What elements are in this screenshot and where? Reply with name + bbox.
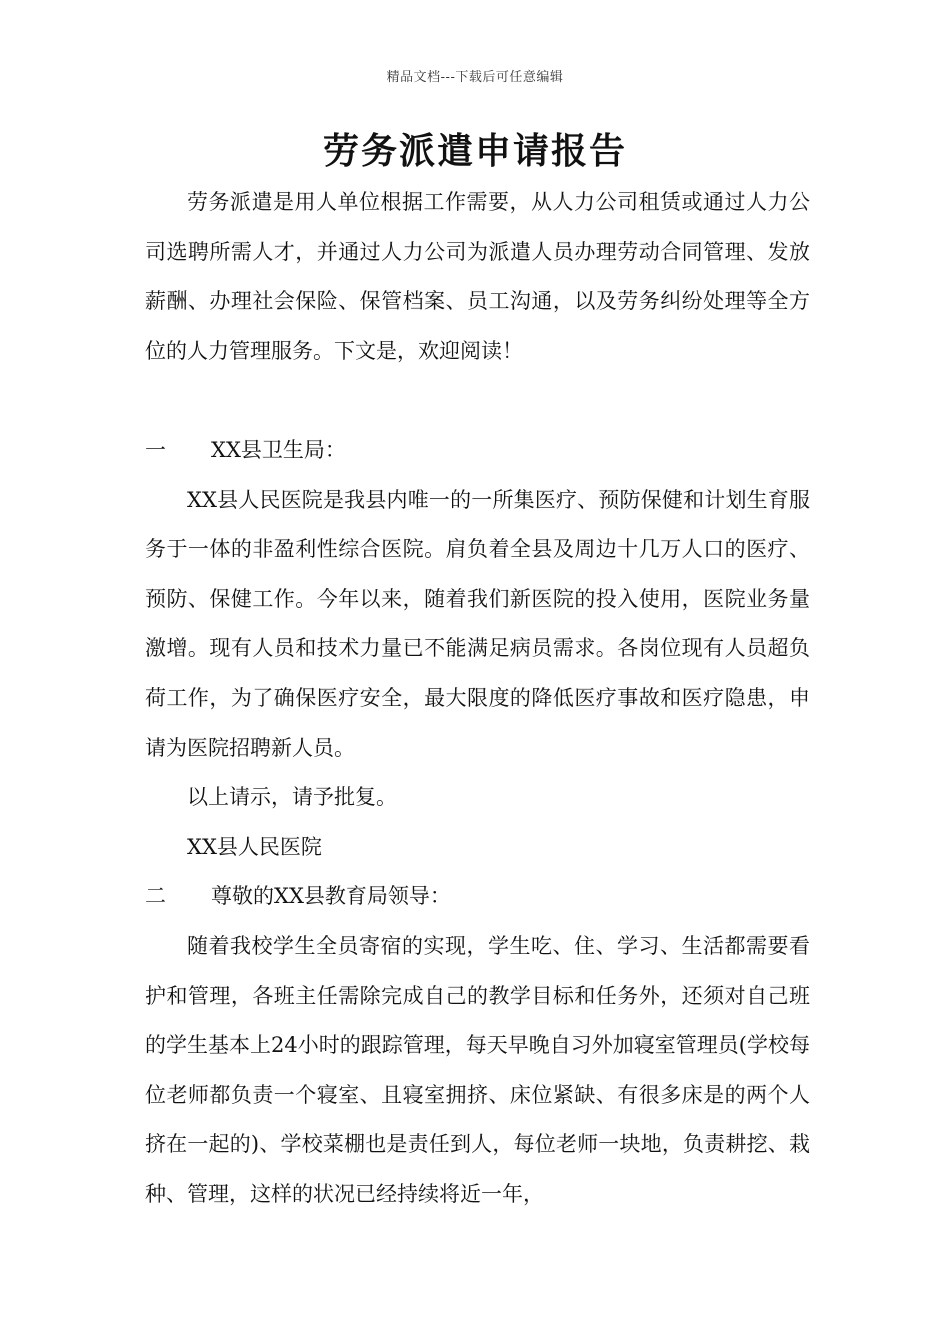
section2-heading bbox=[145, 872, 810, 922]
document-title: 劳务派遣申请报告 bbox=[322, 131, 627, 172]
section1-signature: XX县人民医院 bbox=[187, 834, 322, 859]
header-note: 精品文档---下载后可任意编辑 bbox=[386, 70, 564, 85]
section1-body: XX县人民医院是我县内唯一的一所集医疗、预防保健和计划生育服务于一体的非盈利性综合医院。肩负着全县及周边十几万人口的医疗、预防、保健工作。今年以来，随着我们新医院的投入使用，医院业务量激增。现有人员和技术力量已不能满足病员需求。各岗位现有人员超负荷工作，为了确保医疗安全，最大限度的降低医疗事故和医疗隐患，申请为医院招聘新人员。 bbox=[145, 487, 810, 760]
section1-closing: 以上请示，请予批复。 bbox=[187, 785, 397, 810]
section2-body: 随着我校学生全员寄宿的实现，学生吃、住、学习、生活都需要看护和管理，各班主任需除完成自己的教学目标和任务外，还须对自己班的学生基本上24小时的跟踪管理，每天早晚自习外加寝室管理员(学校每位老师都负责一个寝室、且寝室拥挤、床位紧缺、有很多床是的两个人挤在一起的)、学校菜棚也是责任到人，每位老师一块地，负责耕挖、栽种、管理，这样的状况已经持续将近一年， bbox=[145, 933, 810, 1206]
section2-addressee: 尊敬的XX县教育局领导： bbox=[211, 884, 451, 909]
intro-paragraph: 劳务派遣是用人单位根据工作需要，从人力公司租赁或通过人力公司选聘所需人才，并通过人力公司为派遣人员办理劳动合同管理、发放薪酬、办理社会保险、保管档案、员工沟通，以及劳务纠纷处理等全方位的人力管理服务。下文是，欢迎阅读！ bbox=[145, 190, 810, 363]
blank-line bbox=[145, 376, 810, 426]
section1-number: 一 bbox=[145, 437, 166, 462]
section1-addressee: XX县卫生局： bbox=[211, 437, 346, 462]
section2-number: 二 bbox=[145, 884, 166, 909]
document-body bbox=[145, 178, 810, 1219]
section1-heading bbox=[145, 426, 810, 476]
